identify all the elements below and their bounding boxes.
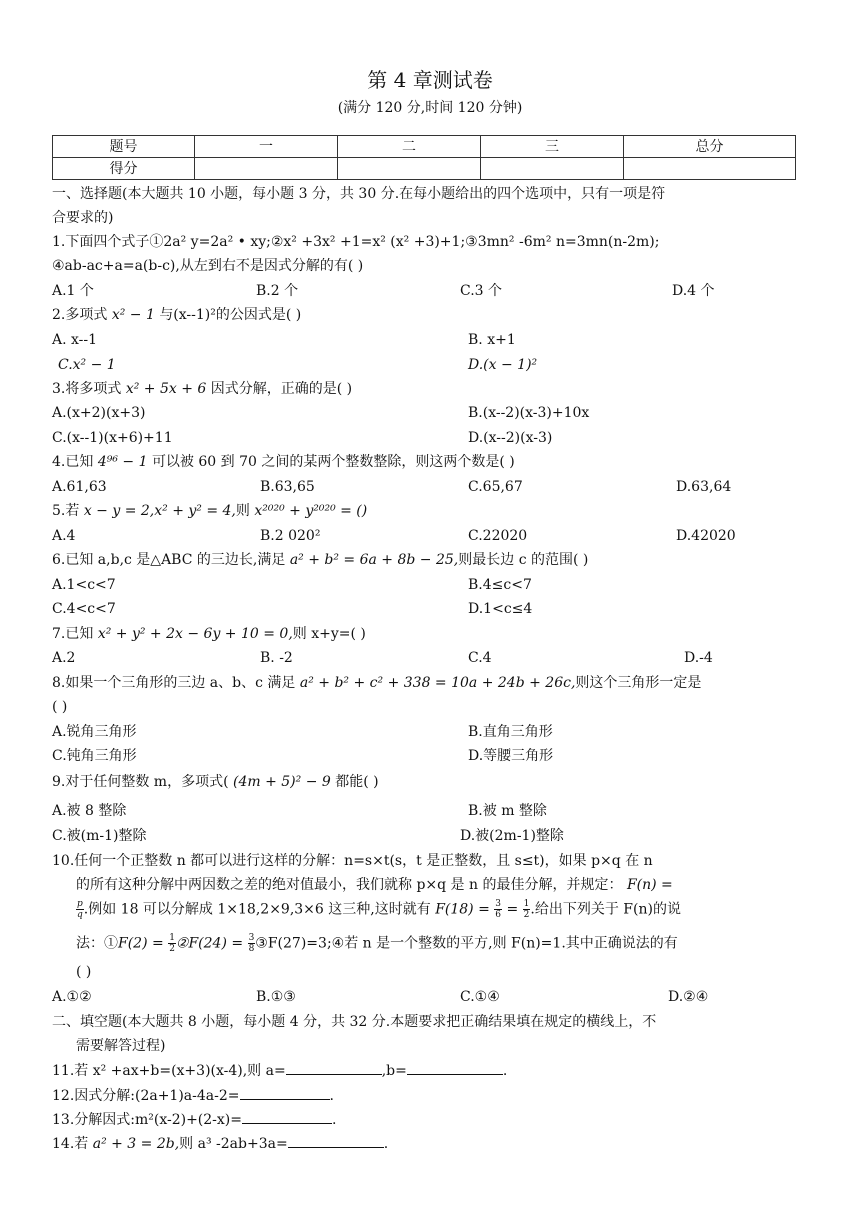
option: A.2 — [52, 650, 76, 666]
option: A.①② — [52, 989, 92, 1005]
math-expression: x − y = 2,x² + y² = 4, — [83, 503, 236, 519]
question-text: 5.若 — [52, 503, 80, 519]
option: D.被(2m-1)整除 — [460, 828, 564, 844]
question-1: 1.下面四个式子①2a² y=2a² • xy;②x² +3x² +1=x² (x² +3)+1;③3mn² -6m² n=3mn(n-2m); — [52, 234, 660, 250]
numerator: 3 — [495, 899, 502, 909]
math-expression: a² + b² + c² + 338 = 10a + 24b + 26c, — [299, 675, 576, 691]
fraction — [494, 899, 502, 920]
option: B.2 020² — [260, 528, 321, 544]
equals-sign: = — [506, 901, 519, 918]
denominator: q — [77, 910, 83, 920]
denominator: 2 — [523, 910, 530, 920]
option: C.被(m-1)整除 — [52, 828, 147, 844]
question-text: 因式分解，正确的是( ) — [210, 381, 353, 397]
table-row — [53, 158, 796, 180]
option: D.4 个 — [672, 283, 715, 299]
question-13 — [52, 1109, 336, 1130]
table-cell: 一 — [195, 136, 338, 158]
page-title: 第 4 章测试卷 — [367, 68, 493, 92]
question-text: . — [332, 1112, 337, 1128]
option: C.3 个 — [460, 283, 503, 299]
option: A.被 8 整除 — [52, 803, 127, 819]
question-10-cont — [76, 875, 673, 895]
math-expression: x² + y² + 2x − 6y + 10 = 0, — [97, 626, 293, 642]
option: C.4 — [468, 650, 492, 666]
option: A.1<c<7 — [52, 577, 116, 593]
math-expression: 4⁹⁶ − 1 — [97, 454, 148, 470]
option: B. -2 — [260, 650, 293, 666]
option: A.1 个 — [52, 283, 94, 299]
math-expression: F(n) = — [626, 877, 673, 893]
question-10-cont: ( ) — [76, 964, 92, 980]
option: C.(x--1)(x+6)+11 — [52, 430, 173, 446]
denominator: 8 — [248, 944, 255, 954]
option: B.被 m 整除 — [468, 803, 547, 819]
table-cell[interactable] — [195, 158, 338, 180]
section1-heading-cont: 合要求的) — [52, 210, 114, 226]
question-8-cont: ( ) — [52, 699, 68, 715]
question-14 — [52, 1133, 388, 1154]
math-expression: x² + 5x + 6 — [125, 381, 207, 397]
question-text: 11.若 x² +ax+b=(x+3)(x-4),则 a= — [52, 1063, 286, 1079]
option: B.(x--2)(x-3)+10x — [468, 405, 590, 421]
answer-blank[interactable] — [240, 1085, 330, 1100]
option: B.①③ — [256, 989, 296, 1005]
option: A. x--1 — [52, 332, 98, 348]
question-text: 可以被 60 到 70 之间的某两个整数整除，则这两个数是( ) — [151, 454, 515, 470]
math-expression: (4m + 5)² − 9 — [233, 774, 331, 790]
math-expression: x² − 1 — [111, 307, 155, 323]
question-10-cont — [76, 899, 681, 920]
section2-heading: 二、填空题(本大题共 8 小题，每小题 4 分，共 32 分.本题要求把正确结果填在规定的横线上，不 — [52, 1014, 657, 1030]
math-expression: x²⁰²⁰ + y²⁰²⁰ = () — [254, 503, 368, 519]
question-text: 则 x+y=( ) — [292, 626, 366, 642]
numerator: 3 — [248, 933, 255, 943]
math-expression: a² + 3 = 2b, — [92, 1136, 180, 1152]
answer-blank[interactable] — [286, 1060, 382, 1075]
option: A.锐角三角形 — [52, 724, 137, 740]
question-text: 14.若 — [52, 1136, 89, 1152]
option: D.等腰三角形 — [468, 748, 554, 764]
option: A.(x+2)(x+3) — [52, 405, 146, 421]
question-text: . — [329, 1088, 334, 1104]
score-table — [52, 135, 796, 180]
question-text: . — [502, 1063, 508, 1079]
question-12 — [52, 1085, 334, 1106]
denominator: 2 — [169, 944, 175, 954]
page-subtitle: (满分 120 分,时间 120 分钟) — [337, 100, 523, 116]
option: D.②④ — [668, 989, 709, 1005]
table-cell[interactable] — [624, 158, 796, 180]
question-10: 10.任何一个正整数 n 都可以进行这样的分解：n=s×t(s，t 是正整数，且 s≤t)，如果 p×q 在 n — [52, 853, 653, 869]
question-10-cont — [76, 933, 678, 954]
answer-blank[interactable] — [242, 1109, 332, 1124]
question-7 — [52, 624, 366, 644]
question-text: 都能( ) — [335, 774, 379, 790]
question-text: 8.如果一个三角形的三边 a、b、c 满足 — [52, 675, 296, 691]
question-text: 则 — [235, 503, 250, 519]
table-cell: 二 — [338, 136, 481, 158]
option: B.4≤c<7 — [468, 577, 532, 593]
question-text: 7.已知 — [52, 626, 94, 642]
answer-blank[interactable] — [407, 1060, 503, 1075]
question-9 — [52, 772, 379, 792]
option: C.65,67 — [468, 479, 523, 495]
option: C.x² − 1 — [58, 357, 116, 373]
option: D.(x − 1)² — [468, 357, 538, 373]
question-8 — [52, 673, 701, 693]
option: B.2 个 — [256, 283, 299, 299]
option: A.61,63 — [52, 479, 107, 495]
question-4 — [52, 452, 515, 472]
question-3 — [52, 379, 352, 399]
question-text: 的所有这种分解中两因数之差的绝对值最小，我们就称 p×q 是 n 的最佳分解，并规定： — [76, 877, 623, 893]
question-text: 法：① — [76, 935, 118, 952]
fraction — [168, 933, 176, 954]
question-text: 则这个三角形一定是 — [575, 675, 702, 691]
table-row — [53, 136, 796, 158]
table-cell: 总分 — [624, 136, 796, 158]
table-cell: 三 — [481, 136, 624, 158]
option: D.(x--2)(x-3) — [468, 430, 553, 446]
question-text: 则 a³ -2ab+3a= — [179, 1136, 288, 1152]
table-cell: 得分 — [53, 158, 195, 180]
question-text: . — [383, 1136, 389, 1152]
table-cell[interactable] — [338, 158, 481, 180]
question-text: 则最长边 c 的范围( ) — [458, 552, 589, 568]
option: D.63,64 — [676, 479, 732, 495]
question-text: 3.将多项式 — [52, 381, 122, 397]
math-expression: a² + b² = 6a + 8b − 25, — [289, 552, 459, 568]
math-expression: F(2) = — [118, 935, 164, 952]
section1-heading: 一、选择题(本大题共 10 小题，每小题 3 分，共 30 分.在每小题给出的四个选项中，只有一项是符 — [52, 186, 666, 202]
table-cell: 题号 — [53, 136, 195, 158]
option: B. x+1 — [468, 332, 516, 348]
question-6 — [52, 550, 588, 570]
option: C.钝角三角形 — [52, 748, 137, 764]
denominator: 6 — [495, 910, 502, 920]
question-5 — [52, 501, 367, 521]
question-text: 13.分解因式:m²(x-2)+(2-x)= — [52, 1112, 242, 1128]
numerator: p — [77, 899, 83, 909]
numerator: 1 — [169, 933, 175, 943]
option: A.4 — [52, 528, 76, 544]
option: C.①④ — [460, 989, 500, 1005]
question-text: ,b= — [381, 1063, 407, 1079]
section2-heading-cont: 需要解答过程) — [76, 1038, 166, 1054]
question-text: 2.多项式 — [52, 307, 108, 323]
question-text: 9.对于任何整数 m，多项式( — [52, 774, 229, 790]
option: D.1<c≤4 — [468, 601, 533, 617]
option: D.-4 — [684, 650, 713, 666]
option: C.4<c<7 — [52, 601, 116, 617]
math-expression: ②F(24) = — [175, 935, 244, 952]
option: B.63,65 — [260, 479, 315, 495]
question-text: .给出下列关于 F(n)的说 — [530, 901, 681, 918]
option: C.22020 — [468, 528, 528, 544]
question-1-cont: ④ab-ac+a=a(b-c),从左到右不是因式分解的有( ) — [52, 258, 364, 274]
question-text: 12.因式分解:(2a+1)a-4a-2= — [52, 1088, 240, 1104]
question-text: 4.已知 — [52, 454, 94, 470]
question-2 — [52, 305, 301, 325]
table-cell[interactable] — [481, 158, 624, 180]
math-expression: F(18) = — [435, 901, 490, 918]
fraction — [76, 899, 84, 920]
question-text: 与(x--1)²的公因式是( ) — [159, 307, 302, 323]
option: D.42020 — [676, 528, 736, 544]
question-text: 6.已知 a,b,c 是△ABC 的三边长,满足 — [52, 552, 286, 568]
question-text: ③F(27)=3;④若 n 是一个整数的平方,则 F(n)=1.其中正确说法的有 — [255, 935, 678, 952]
option: B.直角三角形 — [468, 724, 553, 740]
question-text: .例如 18 可以分解成 1×18,2×9,3×6 这三种,这时就有 — [83, 901, 431, 918]
answer-blank[interactable] — [288, 1133, 384, 1148]
question-11 — [52, 1060, 507, 1081]
numerator: 1 — [523, 899, 530, 909]
